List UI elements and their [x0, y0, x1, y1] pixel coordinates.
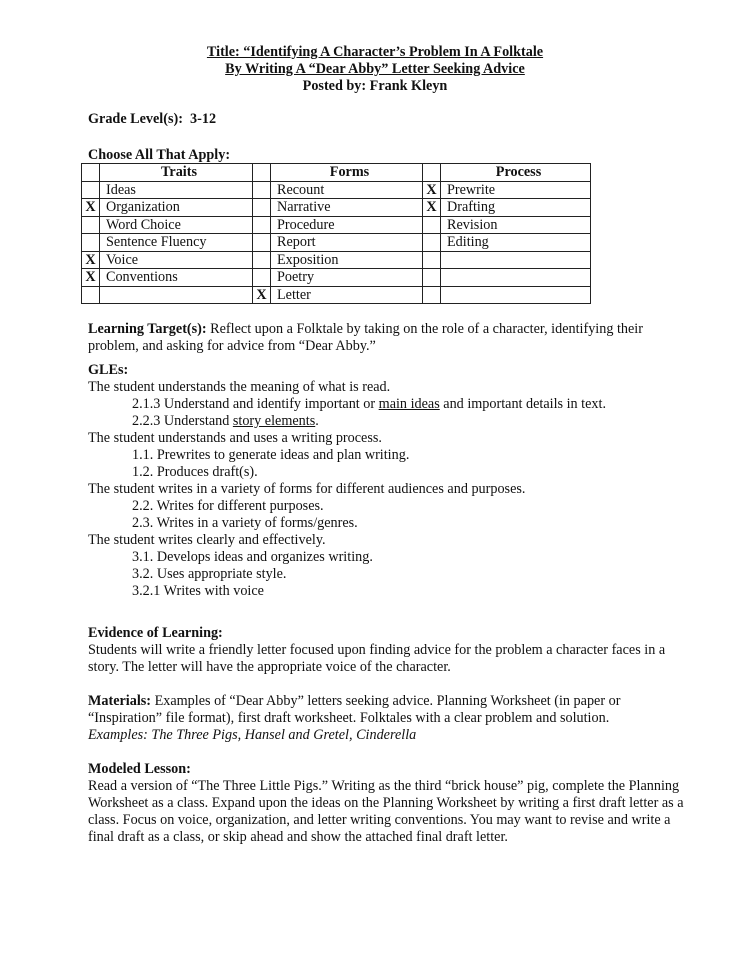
grade-value: 3-12 — [190, 111, 217, 127]
check-mark-cell: X — [82, 269, 100, 287]
option-label — [441, 286, 591, 304]
evidence-section — [88, 625, 688, 676]
title-line-1: Title: “Identifying A Character’s Problem In A Folktale — [206, 44, 544, 60]
table-row — [82, 199, 591, 217]
materials-section — [88, 693, 688, 744]
gle-text: . — [315, 413, 319, 429]
option-label — [441, 251, 591, 269]
materials-examples: Examples: The Three Pigs, Hansel and Gretel, Cinderella — [88, 727, 417, 743]
gle-text: and important details in text. — [439, 396, 607, 412]
option-label: Letter — [271, 286, 423, 304]
posted-by: Posted by: Frank Kleyn — [302, 78, 448, 94]
gle-line: The student understands and uses a writing process. — [88, 430, 382, 446]
check-mark-cell — [423, 269, 441, 287]
table-row — [82, 269, 591, 287]
materials-text: Examples of “Dear Abby” letters seeking advice. Planning Worksheet (in paper or “Inspiration” file format), first draft worksheet. Folktales with a clear problem and solution. — [88, 693, 621, 726]
option-label: Sentence Fluency — [100, 234, 253, 252]
check-mark-cell: X — [423, 181, 441, 199]
table-row — [82, 181, 591, 199]
gle-line — [88, 396, 688, 413]
check-mark-cell — [423, 251, 441, 269]
table-row — [82, 216, 591, 234]
option-label — [441, 269, 591, 287]
table-header-row — [82, 164, 591, 182]
option-label: Organization — [100, 199, 253, 217]
gle-text: 2.1.3 Understand and identify important or — [132, 396, 379, 412]
check-mark-cell — [82, 234, 100, 252]
option-label: Report — [271, 234, 423, 252]
option-label: Poetry — [271, 269, 423, 287]
gles-label: GLEs: — [88, 362, 129, 378]
check-mark-cell: X — [82, 199, 100, 217]
check-mark-cell — [82, 286, 100, 304]
option-label: Revision — [441, 216, 591, 234]
option-label: Voice — [100, 251, 253, 269]
learning-target-label: Learning Target(s): — [88, 321, 207, 337]
choose-label: Choose All That Apply: — [88, 147, 231, 163]
option-label: Editing — [441, 234, 591, 252]
option-label: Word Choice — [100, 216, 253, 234]
table-row — [82, 234, 591, 252]
option-label: Recount — [271, 181, 423, 199]
modeled-lesson-text: Read a version of “The Three Little Pigs.” Writing as the third “brick house” pig, complete the Planning Worksheet as a class. Expand upon the ideas on the Planning Worksheet by writing a first draft letter as a class. Focus on voice, organization, and letter writing conventions. You may want to revise and write a final draft as a class, or skip ahead and show the attached final draft letter. — [88, 778, 684, 845]
apply-table — [81, 163, 591, 304]
materials-label: Materials: — [88, 693, 152, 709]
check-mark-cell — [82, 181, 100, 199]
check-mark-cell — [253, 199, 271, 217]
option-label: Procedure — [271, 216, 423, 234]
document-title — [0, 44, 750, 95]
grade-level — [88, 111, 688, 128]
title-line-2: By Writing A “Dear Abby” Letter Seeking Advice — [225, 61, 525, 77]
learning-target-text: Reflect upon a Folktale by taking on the role of a character, identifying their problem, and asking for advice from “Dear Abby.” — [88, 321, 643, 354]
header-forms: Forms — [271, 164, 423, 182]
check-mark-cell — [253, 251, 271, 269]
gles-section — [88, 362, 688, 600]
check-mark-cell — [423, 216, 441, 234]
gle-text: 2.2.3 Understand — [132, 413, 233, 429]
gle-line: 3.1. Develops ideas and organizes writing. — [132, 549, 373, 565]
check-mark-cell — [253, 181, 271, 199]
option-label: Prewrite — [441, 181, 591, 199]
learning-target — [88, 321, 688, 355]
check-mark-cell — [253, 216, 271, 234]
gle-line: 3.2. Uses appropriate style. — [132, 566, 287, 582]
gle-line: The student writes clearly and effectively. — [88, 532, 326, 548]
option-label: Ideas — [100, 181, 253, 199]
grade-label: Grade Level(s): — [88, 111, 183, 127]
gle-link[interactable]: main ideas — [378, 396, 440, 412]
gle-link[interactable]: story elements — [232, 413, 316, 429]
check-mark-cell — [82, 216, 100, 234]
gle-line: 2.3. Writes in a variety of forms/genres. — [132, 515, 358, 531]
gle-line: The student writes in a variety of forms for different audiences and purposes. — [88, 481, 526, 497]
gle-line: 1.2. Produces draft(s). — [132, 464, 258, 480]
check-mark-cell: X — [253, 286, 271, 304]
header-process: Process — [441, 164, 591, 182]
gle-line: The student understands the meaning of what is read. — [88, 379, 391, 395]
gle-line — [88, 413, 688, 430]
table-row — [82, 251, 591, 269]
option-label: Exposition — [271, 251, 423, 269]
table-row — [82, 286, 591, 304]
option-label: Drafting — [441, 199, 591, 217]
check-mark-cell — [423, 286, 441, 304]
gle-line: 1.1. Prewrites to generate ideas and plan writing. — [132, 447, 410, 463]
header-traits: Traits — [100, 164, 253, 182]
evidence-label: Evidence of Learning: — [88, 625, 223, 641]
evidence-text: Students will write a friendly letter focused upon finding advice for the problem a character faces in a story. The letter will have the appropriate voice of the character. — [88, 642, 666, 675]
check-mark-cell: X — [423, 199, 441, 217]
check-mark-cell: X — [82, 251, 100, 269]
gle-line: 2.2. Writes for different purposes. — [132, 498, 324, 514]
modeled-lesson-label: Modeled Lesson: — [88, 761, 191, 777]
option-label — [100, 286, 253, 304]
option-label: Conventions — [100, 269, 253, 287]
option-label: Narrative — [271, 199, 423, 217]
check-mark-cell — [253, 234, 271, 252]
gle-line: 3.2.1 Writes with voice — [132, 583, 264, 599]
check-mark-cell — [253, 269, 271, 287]
check-mark-cell — [423, 234, 441, 252]
modeled-lesson-section — [88, 761, 688, 846]
